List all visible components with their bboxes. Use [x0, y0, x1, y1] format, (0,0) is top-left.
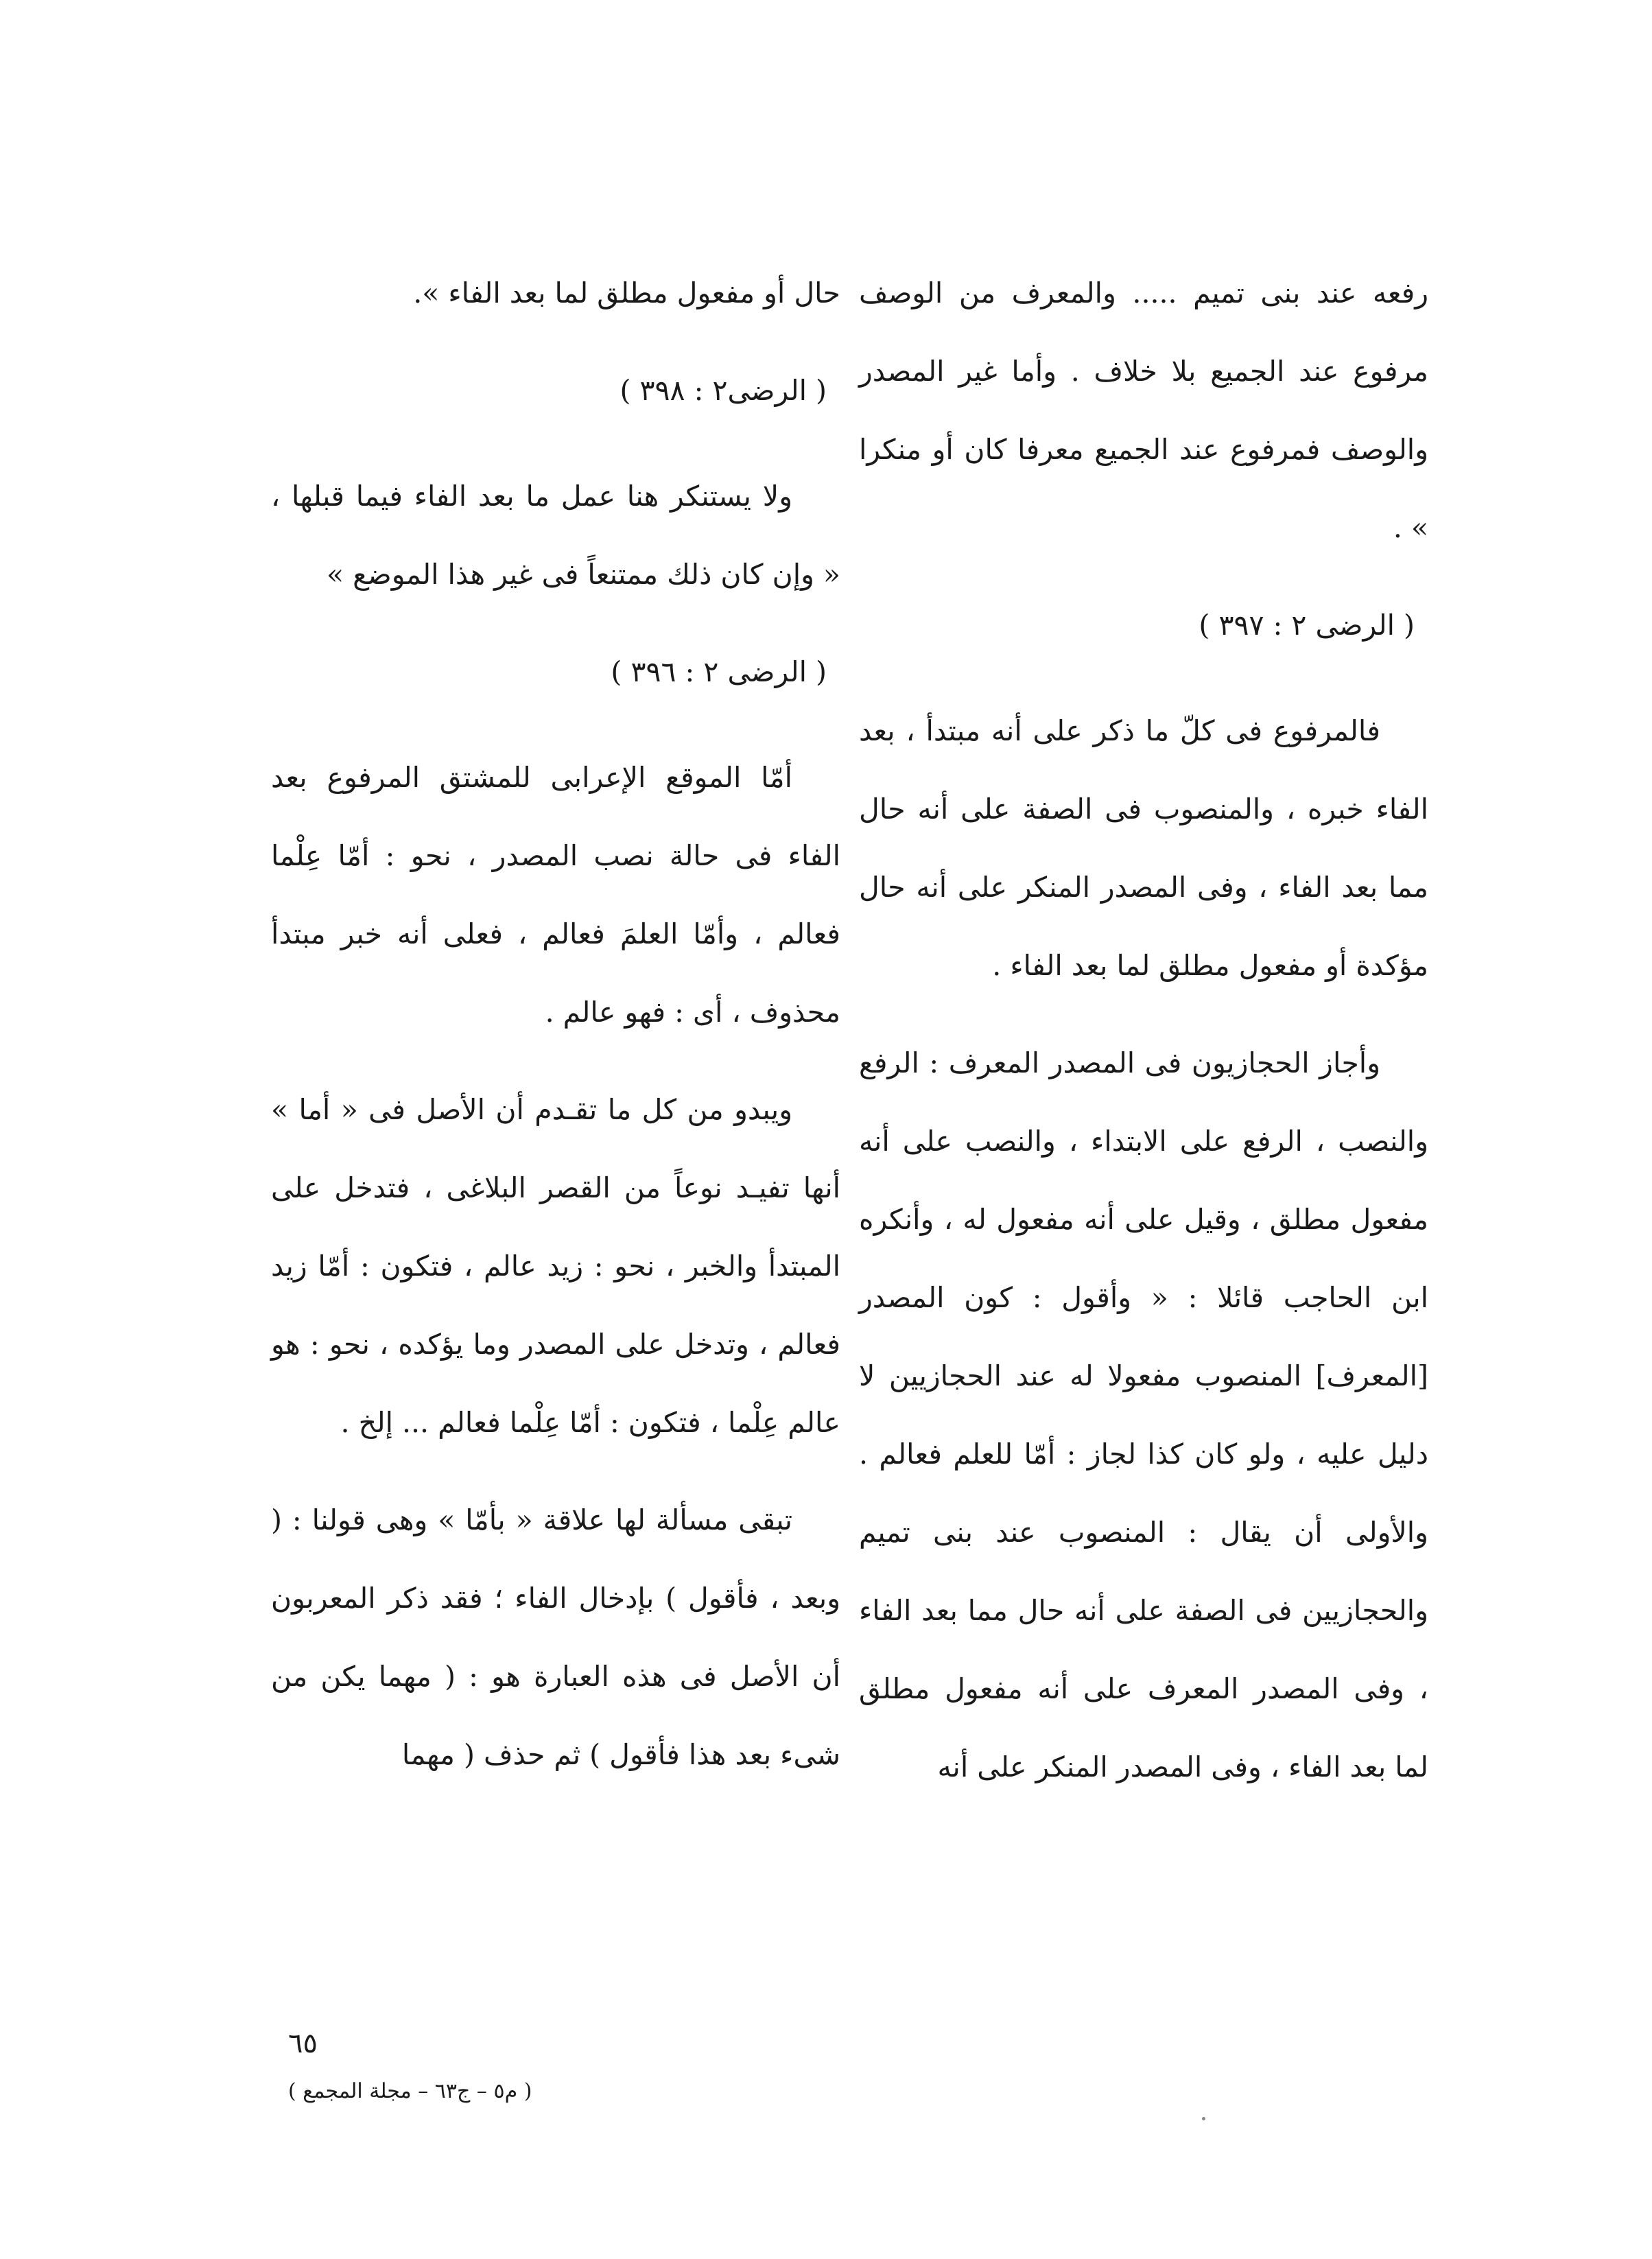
paragraph: تبقى مسألة لها علاقة « بأمّا » وهى قولنا : ( وبعد ، فأقول ) بإدخال الفاء ؛ فقد ذكر المعربون أن الأصل فى هذه العبارة هو : ( مهما يكن من شىء بعد هذا فأقول ) ثم حذف ( مهما [271, 1503, 840, 1771]
citation-reference: ( الرضى ٢ : ٣٩٦ ) [611, 655, 827, 688]
page-number: ٦٥ [288, 2028, 318, 2059]
paragraph: حال أو مفعول مطلق لما بعد الفاء ». [413, 277, 840, 309]
paragraph: رفعه عند بنى تميم ..... والمعرف من الوصف مرفوع عند الجميع بلا خلاف . وأما غير المصدر والوصف فمرفوع عند الجميع معرفا كان أو منكرا » . [859, 277, 1428, 544]
footer-note: ( م٥ – ج٦٣ – مجلة المجمع ) [288, 2079, 532, 2103]
citation-reference: ( الرضى ٢ : ٣٩٧ ) [1199, 609, 1415, 642]
paragraph: وأجاز الحجازيون فى المصدر المعرف : الرفع والنصب ، الرفع على الابتداء ، والنصب على أنه مفعول مطلق ، وقيل على أنه مفعول له ، وأنكره ابن الحاجب قائلا : « وأقول : كون المصدر [المعرف] المنصوب مفعولا له عند الحجازيين لا دليل عليه ، ولو كان كذا لجاز : أمّا للعلم فعالم . والأولى أن يقال : المنصوب عند بنى تميم والحجازيين فى الصفة على أنه حال مما بعد الفاء ، وفى المصدر المعرف على أنه مفعول مطلق لما بعد الفاء ، وفى المصدر المنكر على أنه [859, 1046, 1428, 1783]
right-text-column [859, 254, 1428, 1825]
citation-reference: ( الرضى٢ : ٣٩٨ ) [620, 374, 827, 407]
left-text-column [271, 254, 840, 1813]
scan-speck [1202, 2117, 1205, 2120]
paragraph: ويبدو من كل ما تقـدم أن الأصل فى « أما » أنها تفيـد نوعاً من القصر البلاغى ، فتدخل على المبتدأ والخبر ، نحو : زيد عالم ، فتكون : أمّا زيد فعالم ، وتدخل على المصدر وما يؤكده ، نحو : هو عالم عِلْما ، فتكون : أمّا عِلْما فعالم ... إلخ . [271, 1093, 840, 1439]
paragraph: ولا يستنكر هنا عمل ما بعد الفاء فيما قبلها ، « وإن كان ذلك ممتنعاً فى غير هذا الموضع » [271, 480, 840, 591]
paragraph: أمّا الموقع الإعرابى للمشتق المرفوع بعد الفاء فى حالة نصب المصدر ، نحو : أمّا عِلْما فعالم ، وأمّا العلمَ فعالم ، فعلى أنه خبر مبتدأ محذوف ، أى : فهو عالم . [271, 761, 840, 1029]
paragraph: فالمرفوع فى كلّ ما ذكر على أنه مبتدأ ، بعد الفاء خبره ، والمنصوب فى الصفة على أنه حال مما بعد الفاء ، وفى المصدر المنكر على أنه حال مؤكدة أو مفعول مطلق لما بعد الفاء . [859, 714, 1428, 982]
